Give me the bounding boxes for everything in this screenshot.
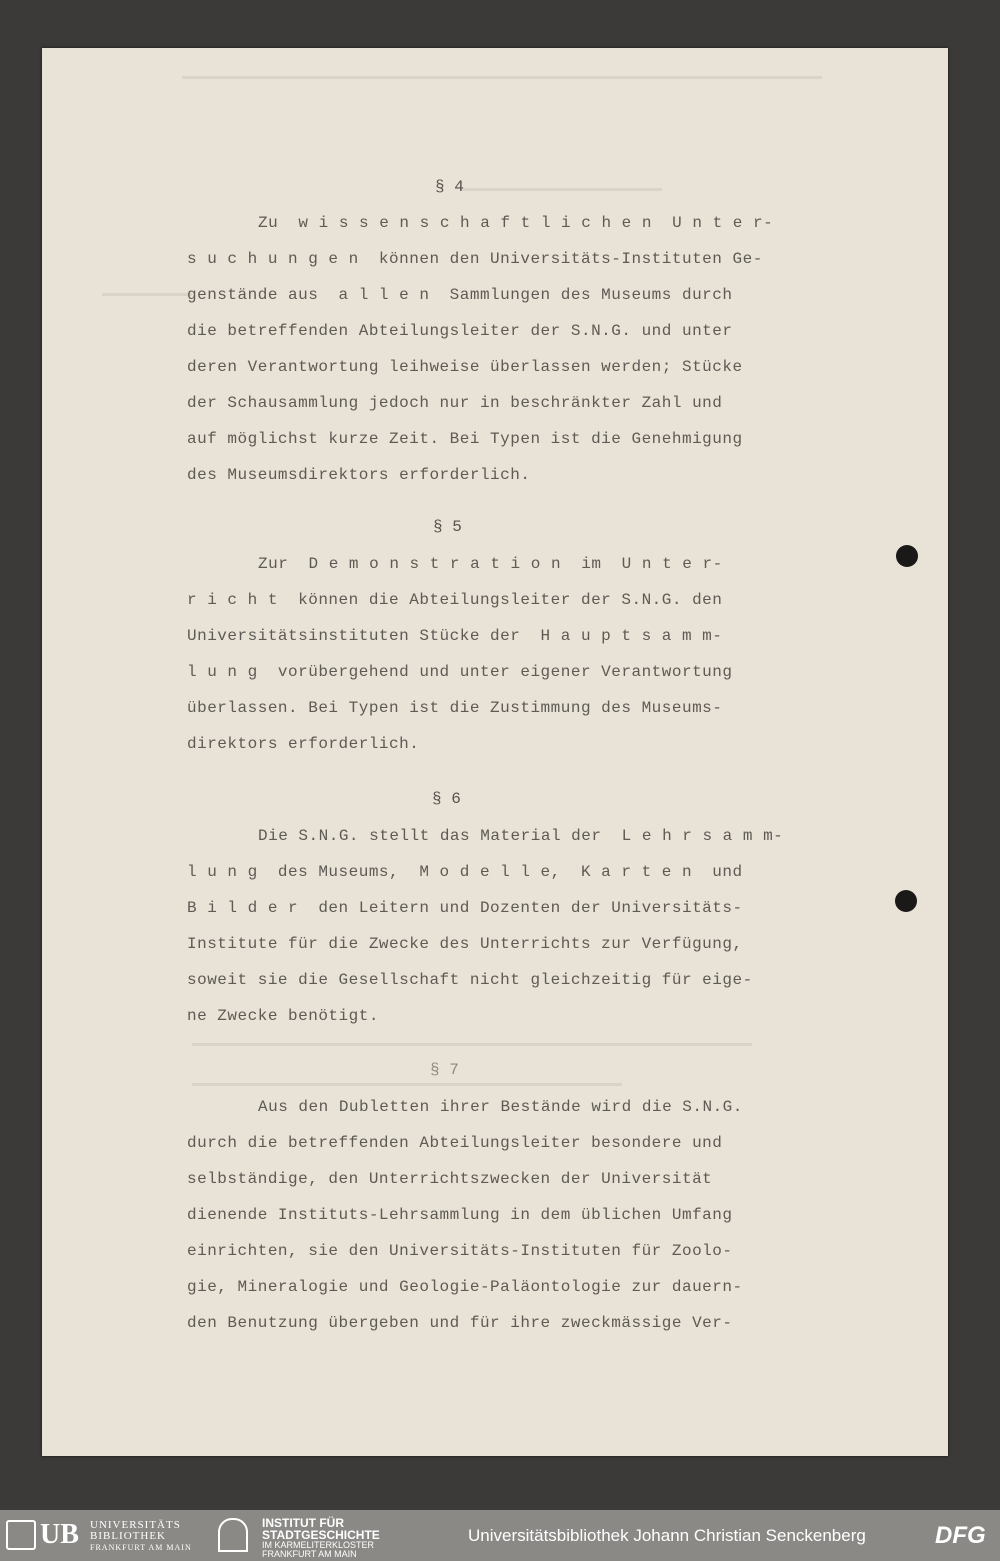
show-through-line xyxy=(192,1043,752,1046)
ub-line-2: BIBLIOTHEK xyxy=(90,1530,166,1542)
text-line: der Schausammlung jedoch nur in beschränkter Zahl und xyxy=(187,394,723,412)
isg-line-4: FRANKFURT AM MAIN xyxy=(262,1549,357,1559)
punch-hole xyxy=(896,545,918,567)
text-line: ne Zwecke benötigt. xyxy=(187,1007,379,1025)
ub-logo-text xyxy=(90,1520,192,1553)
text-line: direktors erforderlich. xyxy=(187,735,420,753)
isg-arch-icon xyxy=(218,1518,248,1552)
isg-line-2: STADTGESCHICHTE xyxy=(262,1528,380,1542)
text-line: durch die betreffenden Abteilungsleiter besondere und xyxy=(187,1134,723,1152)
text-line: einrichten, sie den Universitäts-Instituten für Zoolo- xyxy=(187,1242,733,1260)
text-line: l u n g vorübergehend und unter eigener Verantwortung xyxy=(187,663,733,681)
text-line: Aus den Dubletten ihrer Bestände wird die S.N.G. xyxy=(258,1098,743,1116)
text-line: des Museumsdirektors erforderlich. xyxy=(187,466,531,484)
footer-title: Universitätsbibliothek Johann Christian Senckenberg xyxy=(468,1526,866,1545)
text-line: selbständige, den Unterrichtszwecken der Universität xyxy=(187,1170,713,1188)
isg-line-3: IM KARMELITERKLOSTER xyxy=(262,1540,375,1550)
ub-line-1: UNIVERSITÄTS xyxy=(90,1519,181,1531)
text-line: l u n g des Museums, M o d e l l e, K a r t e n und xyxy=(187,863,743,881)
text-line: die betreffenden Abteilungsleiter der S.N.G. und unter xyxy=(187,322,733,340)
text-line: auf möglichst kurze Zeit. Bei Typen ist die Genehmigung xyxy=(187,430,743,448)
text-line: gie, Mineralogie und Geologie-Paläontologie zur dauern- xyxy=(187,1278,743,1296)
isg-line-1: INSTITUT FÜR xyxy=(262,1516,344,1530)
show-through-line xyxy=(102,293,192,296)
text-line: Universitätsinstituten Stücke der H a u p t s a m m- xyxy=(187,627,723,645)
show-through-line xyxy=(462,188,662,191)
section-heading: § 7 xyxy=(430,1061,459,1079)
ub-seal-icon xyxy=(6,1520,36,1550)
text-line: soweit sie die Gesellschaft nicht gleichzeitig für eige- xyxy=(187,971,753,989)
ub-logo-letters: UB xyxy=(40,1519,79,1550)
text-line: überlassen. Bei Typen ist die Zustimmung des Museums- xyxy=(187,699,723,717)
isg-logo-text xyxy=(262,1517,380,1559)
section-heading: § 6 xyxy=(432,790,461,808)
show-through-line xyxy=(192,1083,622,1086)
text-line: B i l d e r den Leitern und Dozenten der Universitäts- xyxy=(187,899,743,917)
dfg-logo: DFG xyxy=(935,1522,986,1549)
punch-hole xyxy=(895,890,917,912)
text-line: Institute für die Zwecke des Unterrichts zur Verfügung, xyxy=(187,935,743,953)
text-line: deren Verantwortung leihweise überlassen werden; Stücke xyxy=(187,358,743,376)
text-line: den Benutzung übergeben und für ihre zweckmässige Ver- xyxy=(187,1314,733,1332)
show-through-line xyxy=(182,76,822,79)
section-heading: § 4 xyxy=(435,178,464,196)
section-heading: § 5 xyxy=(433,518,462,536)
text-line: dienende Instituts-Lehrsammlung in dem üblichen Umfang xyxy=(187,1206,733,1224)
footer-bar xyxy=(0,1510,1000,1561)
text-line: Die S.N.G. stellt das Material der L e h r s a m m- xyxy=(258,827,784,845)
text-line: r i c h t können die Abteilungsleiter der S.N.G. den xyxy=(187,591,723,609)
text-line: Zu w i s s e n s c h a f t l i c h e n U n t e r- xyxy=(258,214,774,232)
text-line: genstände aus a l l e n Sammlungen des Museums durch xyxy=(187,286,733,304)
ub-line-3: FRANKFURT AM MAIN xyxy=(90,1543,192,1552)
text-line: Zur D e m o n s t r a t i o n im U n t e r- xyxy=(258,555,723,573)
text-line: s u c h u n g e n können den Universitäts-Instituten Ge- xyxy=(187,250,763,268)
